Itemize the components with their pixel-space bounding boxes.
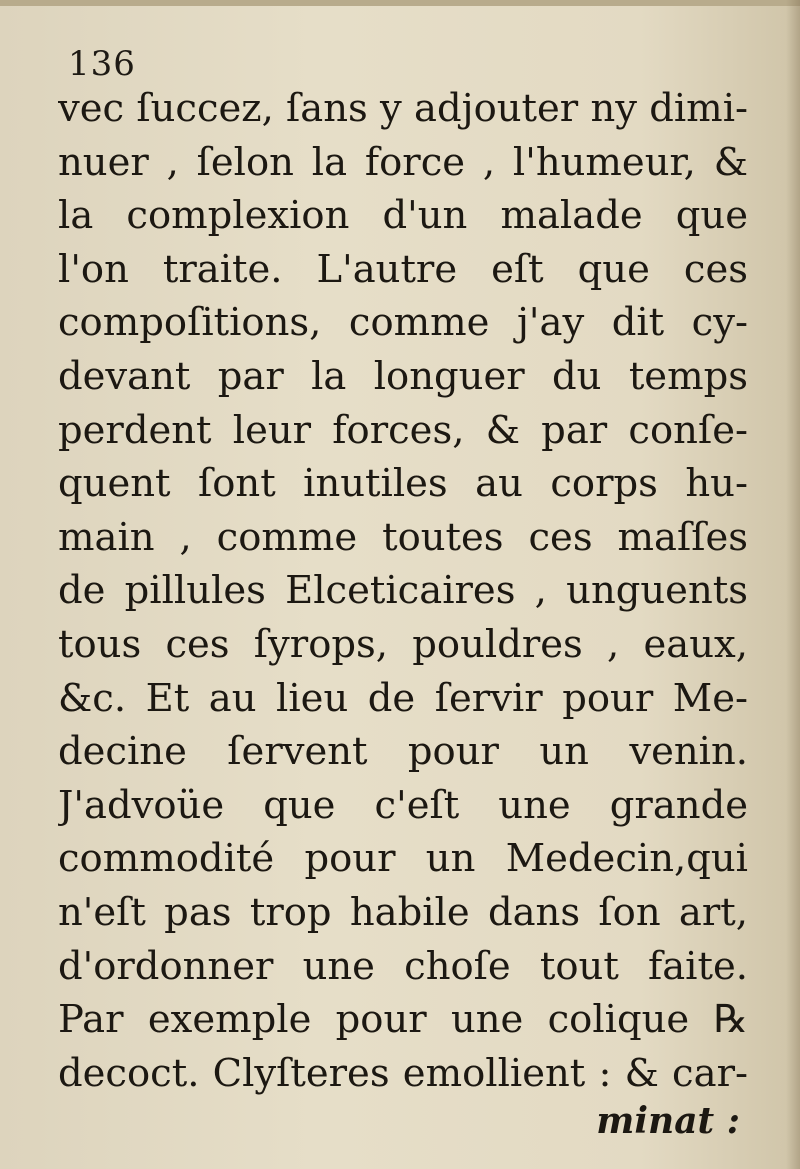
page-top-edge (0, 0, 800, 6)
text-line: decoct. Clyſteres emollient : & car- (58, 1050, 748, 1096)
text-line: quent ſont inutiles au corps hu- (58, 461, 748, 507)
text-line: de pillules Elceticaires , unguents (58, 568, 748, 614)
text-line: &c. Et au lieu de ſervir pour Me- (58, 675, 748, 721)
text-line: compoſitions, comme j'ay dit cy- (58, 300, 748, 346)
text-line: l'on traite. L'autre eſt que ces (58, 246, 748, 292)
text-line: tous ces ſyrops, pouldres , eaux, (58, 621, 748, 667)
text-line: nuer , ſelon la force , l'humeur, & (58, 139, 748, 185)
page-gutter-shadow (786, 0, 800, 1169)
text-line: main , comme toutes ces maſſes (58, 514, 748, 560)
text-line: n'eſt pas trop habile dans ſon art, (58, 889, 748, 935)
body-text (58, 82, 748, 1100)
text-line: J'advoüe que c'eſt une grande (58, 782, 748, 828)
catchword: minat : (596, 1100, 740, 1142)
text-line: perdent leur forces, & par conſe- (58, 407, 748, 453)
text-line: vec ſuccez, ſans y adjouter ny dimi- (58, 86, 748, 131)
text-line: la complexion d'un malade que (58, 193, 748, 239)
text-line: devant par la longuer du temps (58, 353, 748, 399)
text-line: commodité pour un Medecin,qui (58, 836, 748, 882)
text-line: decine ſervent pour un venin. (58, 729, 748, 775)
text-line: Par exemple pour une colique ℞ (58, 997, 748, 1043)
page-number: 136 (68, 44, 136, 84)
text-line: d'ordonner une choſe tout faite. (58, 943, 748, 989)
